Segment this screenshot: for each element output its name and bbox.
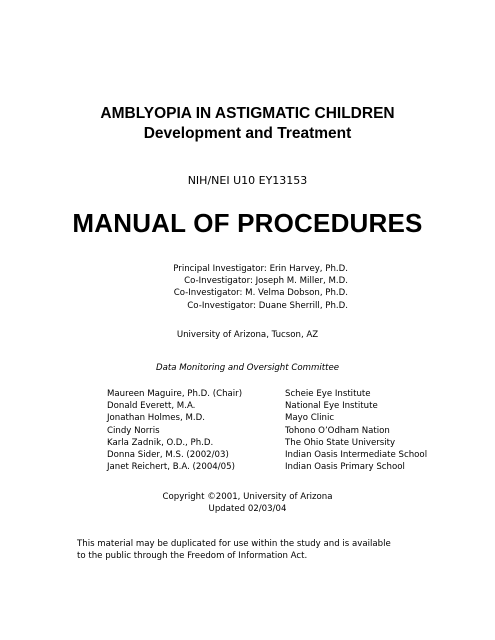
updated-date: Updated 02/03/04 xyxy=(208,504,287,514)
grant-number: NIH/NEI U10 EY13153 xyxy=(187,174,308,187)
committee-heading: Data Monitoring and Oversight Committee xyxy=(155,363,340,373)
copyright-line: Copyright ©2001, University of Arizona xyxy=(162,492,333,502)
member-institution: Indian Oasis Intermediate School xyxy=(285,449,428,460)
member-name: Maureen Maguire, Ph.D. (Chair) xyxy=(107,389,243,399)
document-subtitle: Development and Treatment xyxy=(143,125,352,142)
member-institution: Scheie Eye Institute xyxy=(285,389,371,399)
member-institution: Indian Oasis Primary School xyxy=(285,462,405,473)
member-institution: Mayo Clinic xyxy=(285,413,335,424)
member-name: Donna Sider, M.S. (2002/03) xyxy=(107,449,229,460)
investigator-line: Principal Investigator: Erin Harvey, Ph.D. xyxy=(173,264,348,274)
duplication-notice xyxy=(77,538,437,562)
university-line: University of Arizona, Tucson, AZ xyxy=(176,330,319,340)
member-name: Donald Everett, M.A. xyxy=(107,401,196,412)
member-name: Karla Zadnik, O.D., Ph.D. xyxy=(107,437,214,448)
member-name: Janet Reichert, B.A. (2004/05) xyxy=(107,462,235,473)
committee-row xyxy=(107,449,447,461)
committee-row xyxy=(107,425,447,437)
investigator-list xyxy=(80,263,348,312)
member-name: Cindy Norris xyxy=(107,425,160,436)
committee-row xyxy=(107,461,447,473)
committee-row xyxy=(107,437,447,449)
investigator-line: Co-Investigator: Duane Sherrill, Ph.D. xyxy=(187,300,348,311)
notice-line: to the public through the Freedom of Information Act. xyxy=(77,551,308,562)
investigator-line: Co-Investigator: Joseph M. Miller, M.D. xyxy=(184,276,348,287)
committee-row xyxy=(107,412,447,424)
document-title: AMBLYOPIA IN ASTIGMATIC CHILDREN xyxy=(100,105,395,122)
committee-list xyxy=(107,388,447,473)
manual-title: MANUAL OF PROCEDURES xyxy=(72,208,423,238)
member-institution: The Ohio State University xyxy=(285,437,396,448)
member-name: Jonathan Holmes, M.D. xyxy=(107,413,205,424)
committee-row xyxy=(107,388,447,400)
notice-line: This material may be duplicated for use within the study and is available xyxy=(77,539,391,549)
committee-row xyxy=(107,400,447,412)
member-institution: National Eye Institute xyxy=(285,401,378,412)
investigator-line: Co-Investigator: M. Velma Dobson, Ph.D. xyxy=(173,288,348,299)
member-institution: Tohono O’Odham Nation xyxy=(285,425,390,436)
